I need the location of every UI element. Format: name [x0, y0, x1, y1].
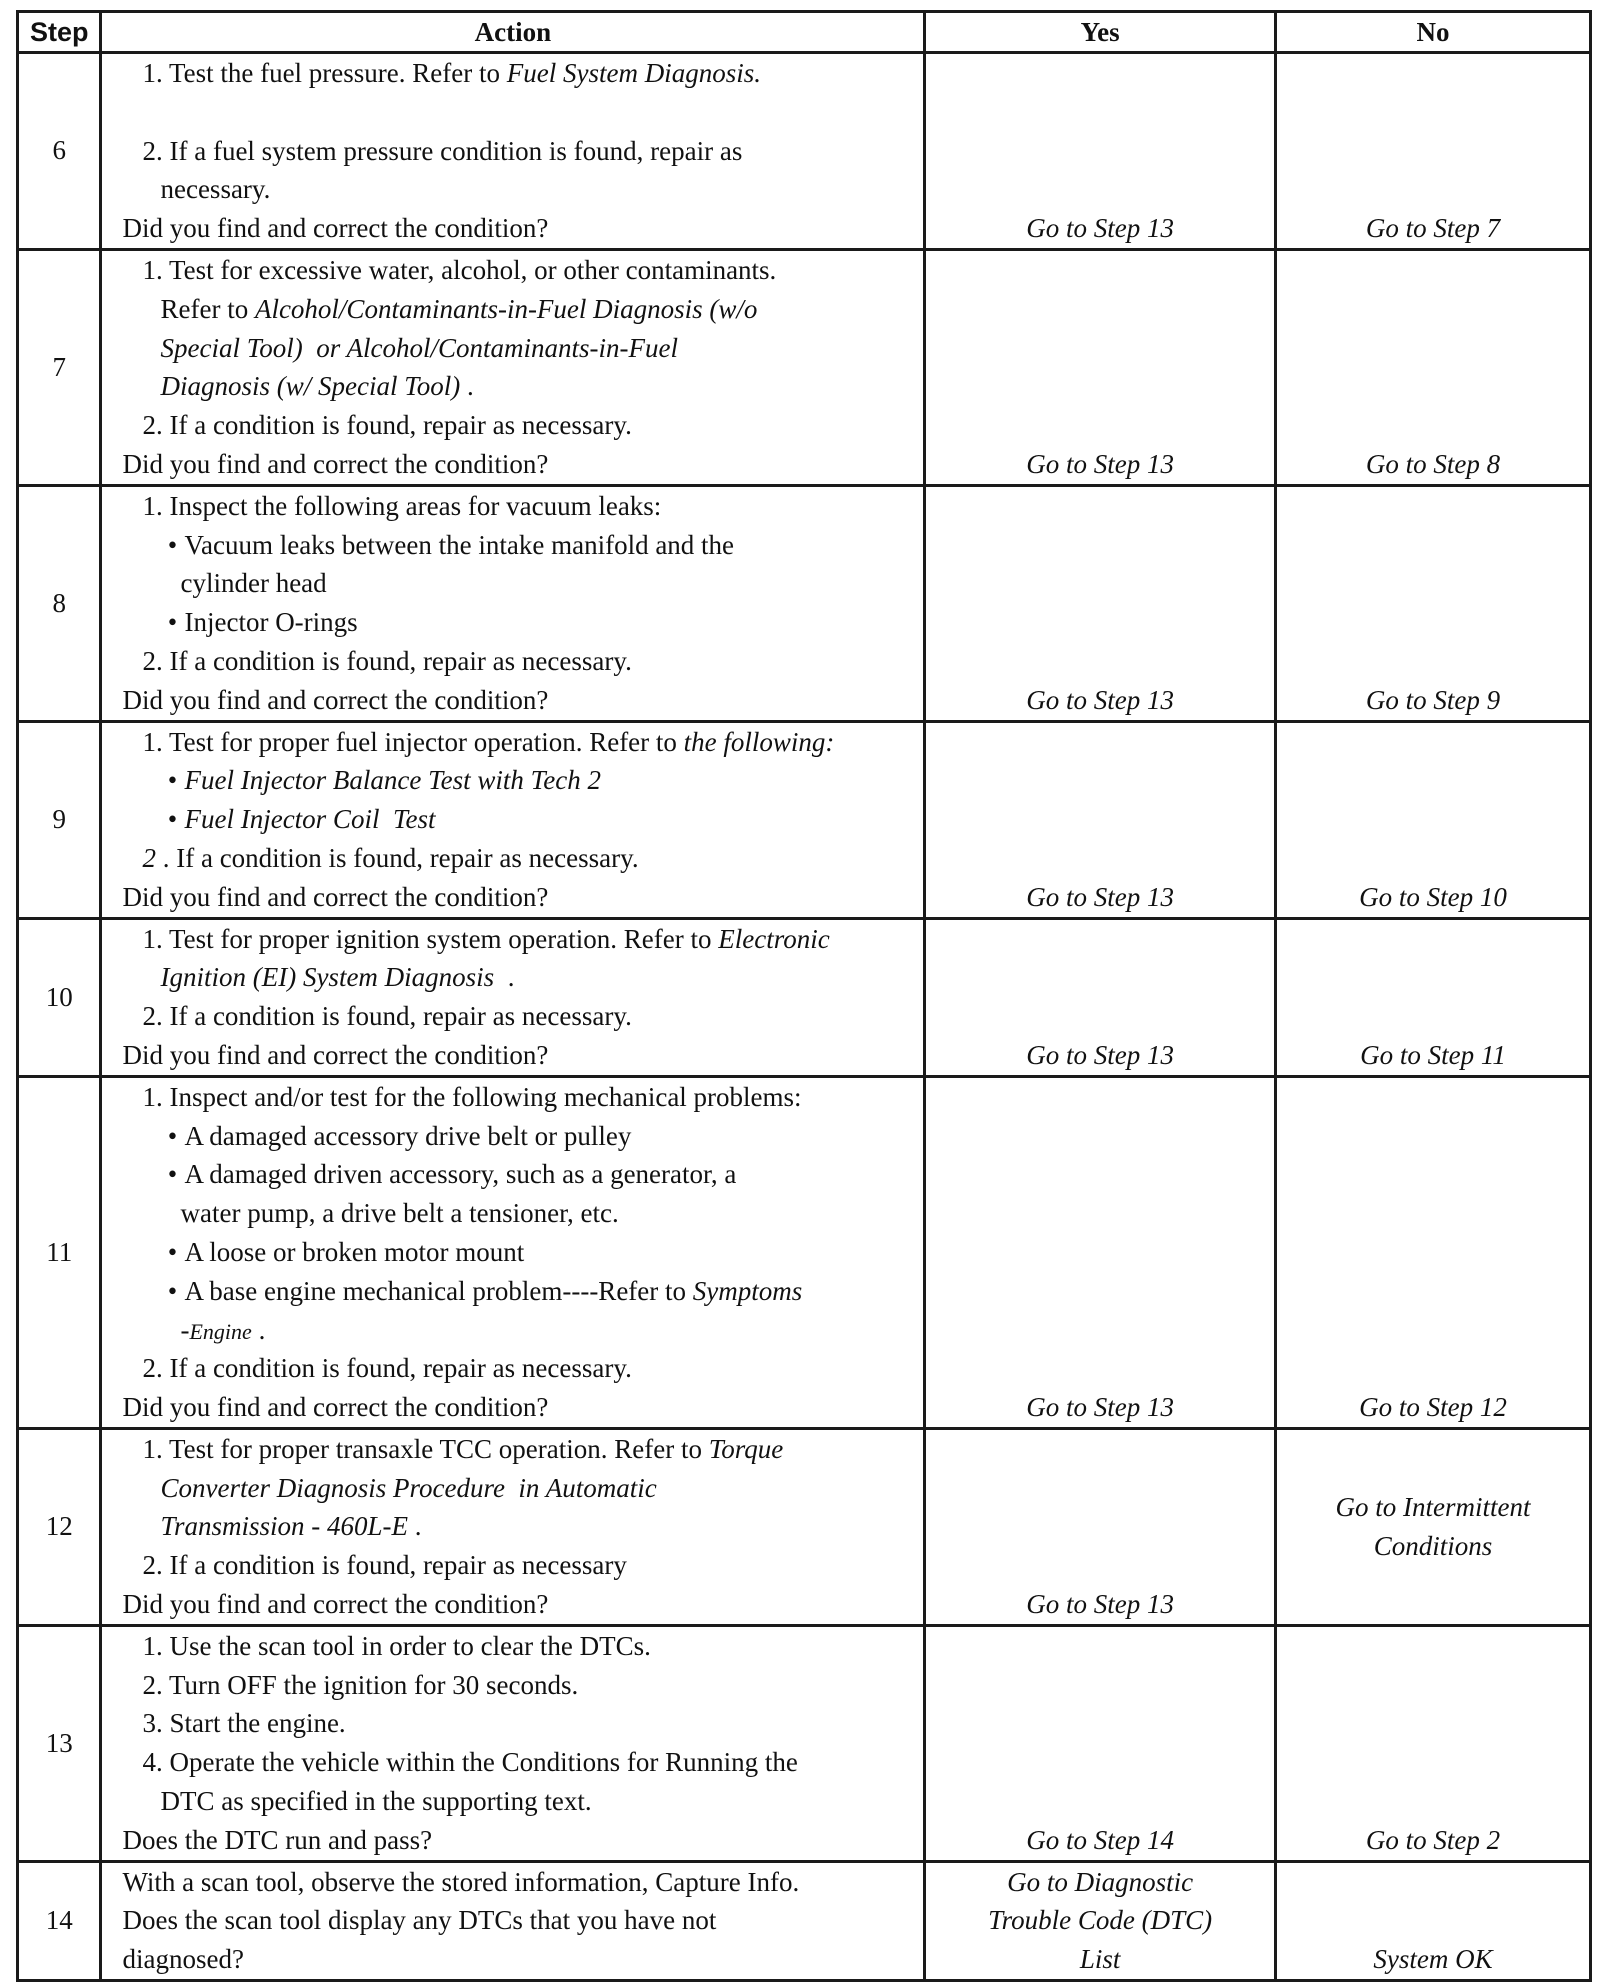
- header-no: No: [1275, 12, 1590, 53]
- header-action: Action: [101, 12, 925, 53]
- action-text: DTC as specified in the supporting text.: [160, 1786, 592, 1817]
- action-reference: Electronic: [718, 923, 830, 954]
- action-cell: [101, 1428, 925, 1625]
- action-text: cylinder head: [180, 568, 327, 599]
- table-row-step-12: [18, 1428, 1591, 1625]
- action-text: 2: [142, 842, 156, 873]
- step-number: 8: [18, 485, 101, 721]
- table-row-step-8: [18, 485, 1591, 721]
- action-text: 1. Test the fuel pressure. Refer to: [142, 58, 507, 88]
- no-cell: Go to Step 7: [1275, 53, 1590, 250]
- action-text: 1. Use the scan tool in order to clear the DTCs.: [142, 1630, 651, 1661]
- bullet-icon: •: [167, 529, 178, 560]
- action-text: 1. Test for proper fuel injector operation. Refer to: [142, 726, 684, 757]
- step-number: 6: [18, 53, 101, 250]
- action-question: Did you find and correct the condition?: [122, 684, 549, 715]
- no-text: Go to Intermittent: [1335, 1492, 1531, 1523]
- table-row-step-11: [18, 1076, 1591, 1428]
- table-row-step-6: [18, 53, 1591, 250]
- action-cell: [101, 249, 925, 485]
- action-cell: [101, 1076, 925, 1428]
- header-step: Step: [18, 12, 101, 53]
- action-question: Did you find and correct the condition?: [122, 1039, 549, 1070]
- yes-text: List: [1079, 1944, 1121, 1975]
- step-number: 11: [18, 1076, 101, 1428]
- action-text: 1. Test for excessive water, alcohol, or other contaminants.: [142, 254, 777, 285]
- action-text: 1. Inspect and/or test for the following mechanical problems:: [142, 1081, 802, 1112]
- action-text: A base engine mechanical problem----Refer to: [184, 1275, 693, 1306]
- header-yes: Yes: [925, 12, 1276, 53]
- action-text: 4. Operate the vehicle within the Conditions for Running the: [142, 1747, 798, 1778]
- action-question: Does the DTC run and pass?: [122, 1824, 433, 1855]
- action-question: diagnosed?: [122, 1944, 244, 1975]
- bullet-icon: •: [167, 765, 178, 796]
- yes-cell: Go to Step 13: [925, 1428, 1276, 1625]
- action-text: 2. If a condition is found, repair as necessary.: [142, 645, 632, 676]
- action-text: .: [251, 1314, 266, 1345]
- action-reference: Torque: [708, 1433, 784, 1464]
- action-question: Does the scan tool display any DTCs that you have not: [122, 1905, 717, 1936]
- no-cell: Go to Step 8: [1275, 249, 1590, 485]
- table-row-step-14: [18, 1861, 1591, 1980]
- action-text: 2. If a fuel system pressure condition is found, repair as: [142, 135, 743, 166]
- action-reference: the following:: [683, 726, 835, 757]
- bullet-icon: •: [167, 607, 178, 638]
- bullet-icon: •: [167, 1120, 178, 1151]
- action-cell: [101, 53, 925, 250]
- table-row-step-9: [18, 721, 1591, 918]
- action-cell: [101, 1861, 925, 1980]
- action-text: A loose or broken motor mount: [184, 1236, 525, 1267]
- action-reference: Diagnosis (w/ Special Tool): [160, 371, 461, 402]
- action-text: -: [180, 1314, 190, 1345]
- action-text: 2. Turn OFF the ignition for 30 seconds.: [142, 1669, 579, 1700]
- step-number: 7: [18, 249, 101, 485]
- action-text: A damaged accessory drive belt or pulley: [184, 1120, 632, 1151]
- action-text: Injector O-rings: [184, 607, 358, 638]
- yes-cell: Go to Step 13: [925, 249, 1276, 485]
- action-text: Refer to: [160, 293, 255, 324]
- step-number: 13: [18, 1625, 101, 1861]
- yes-cell: Go to Step 13: [925, 485, 1276, 721]
- action-reference: Fuel Injector Balance Test with Tech 2: [184, 765, 601, 796]
- action-reference: Special Tool) or Alcohol/Contaminants-in-Fuel: [160, 332, 678, 363]
- yes-cell: Go to Step 13: [925, 53, 1276, 250]
- action-text: . If a condition is found, repair as necessary.: [155, 842, 639, 873]
- action-text: .: [408, 1511, 422, 1542]
- action-question: Did you find and correct the condition?: [122, 448, 549, 479]
- action-text: 2. If a condition is found, repair as necessary.: [142, 410, 632, 441]
- header-row: [18, 12, 1591, 53]
- action-text: With a scan tool, observe the stored information, Capture Info.: [122, 1866, 800, 1897]
- action-reference: Alcohol/Contaminants-in-Fuel Diagnosis (w/o: [254, 293, 758, 324]
- action-reference: Transmission - 460L-E: [160, 1511, 409, 1542]
- bullet-icon: •: [167, 1275, 178, 1306]
- bullet-icon: •: [167, 804, 178, 835]
- action-text: 3. Start the engine.: [142, 1708, 346, 1739]
- table-row-step-13: [18, 1625, 1591, 1861]
- no-text: Conditions: [1373, 1530, 1493, 1561]
- no-cell: [1275, 1428, 1590, 1625]
- action-text: 2. If a condition is found, repair as necessary.: [142, 1353, 632, 1384]
- yes-text: Trouble Code (DTC): [988, 1905, 1213, 1936]
- bullet-icon: •: [167, 1159, 178, 1190]
- action-text: .: [460, 371, 474, 402]
- action-text: 2. If a condition is found, repair as necessary.: [142, 1001, 632, 1032]
- action-reference: Symptoms: [692, 1275, 803, 1306]
- action-reference: Fuel System Diagnosis.: [506, 58, 761, 88]
- action-reference: Fuel Injector Coil Test: [184, 804, 436, 835]
- action-cell: [101, 721, 925, 918]
- action-question: Did you find and correct the condition?: [122, 1589, 549, 1620]
- action-reference: Engine: [189, 1318, 252, 1344]
- yes-cell: Go to Step 14: [925, 1625, 1276, 1861]
- action-text: Vacuum leaks between the intake manifold and the: [184, 529, 735, 560]
- action-cell: [101, 485, 925, 721]
- step-number: 10: [18, 918, 101, 1076]
- action-cell: [101, 918, 925, 1076]
- action-reference: Ignition (EI) System Diagnosis: [160, 962, 495, 993]
- table-row-step-10: [18, 918, 1591, 1076]
- yes-cell: Go to Step 13: [925, 918, 1276, 1076]
- table-row-step-7: [18, 249, 1591, 485]
- yes-cell: [925, 1861, 1276, 1980]
- yes-text: Go to Diagnostic: [1007, 1866, 1194, 1897]
- no-cell: Go to Step 9: [1275, 485, 1590, 721]
- diagnostic-table: [16, 10, 1592, 1982]
- no-cell: System OK: [1275, 1861, 1590, 1980]
- yes-cell: Go to Step 13: [925, 1076, 1276, 1428]
- yes-cell: Go to Step 13: [925, 721, 1276, 918]
- bullet-icon: •: [167, 1236, 178, 1267]
- step-number: 9: [18, 721, 101, 918]
- action-question: Did you find and correct the condition?: [122, 1392, 549, 1423]
- no-cell: Go to Step 10: [1275, 721, 1590, 918]
- step-number: 12: [18, 1428, 101, 1625]
- no-cell: Go to Step 2: [1275, 1625, 1590, 1861]
- no-cell: Go to Step 11: [1275, 918, 1590, 1076]
- action-text: 1. Test for proper ignition system operation. Refer to: [142, 923, 719, 954]
- action-text: 1. Inspect the following areas for vacuum leaks:: [142, 490, 662, 521]
- action-reference: Converter Diagnosis Procedure in Automatic: [160, 1472, 657, 1503]
- no-cell: Go to Step 12: [1275, 1076, 1590, 1428]
- action-text: .: [494, 962, 515, 993]
- action-question: Did you find and correct the condition?: [122, 213, 549, 244]
- action-text: 2. If a condition is found, repair as necessary: [142, 1550, 627, 1581]
- action-text: 1. Test for proper transaxle TCC operation. Refer to: [142, 1433, 709, 1464]
- step-number: 14: [18, 1861, 101, 1980]
- action-cell: [101, 1625, 925, 1861]
- action-text: water pump, a drive belt a tensioner, etc.: [180, 1198, 619, 1229]
- action-question: Did you find and correct the condition?: [122, 881, 549, 912]
- action-text: A damaged driven accessory, such as a generator, a: [184, 1159, 737, 1190]
- action-text: necessary.: [160, 174, 271, 205]
